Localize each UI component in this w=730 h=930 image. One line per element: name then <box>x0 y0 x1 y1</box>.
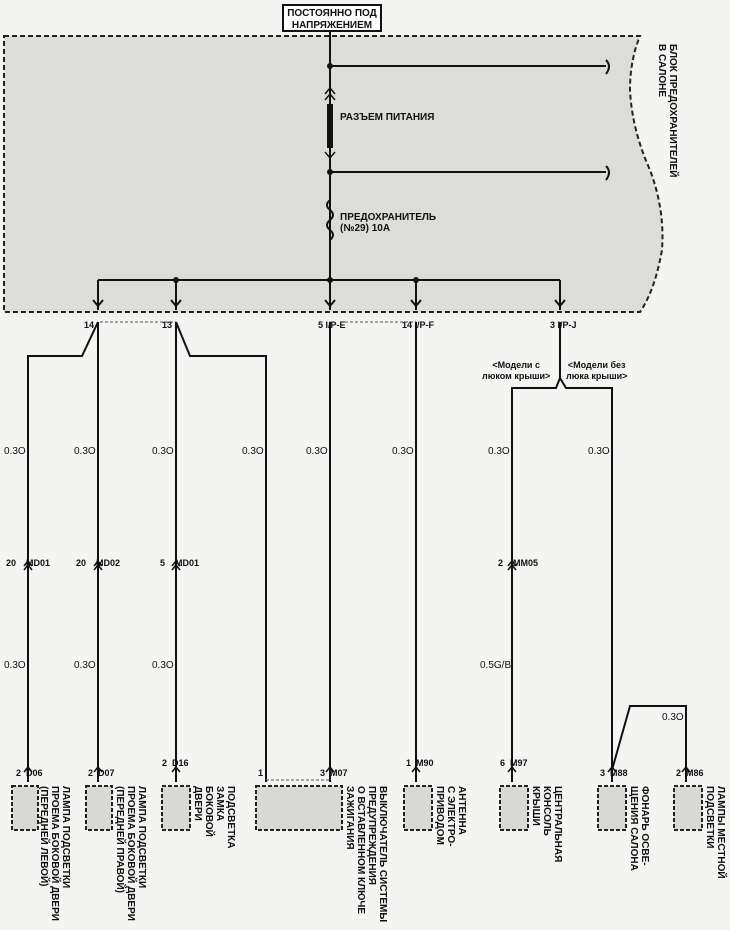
mid-connector: 20 MD01 <box>6 558 51 568</box>
component-pin-m07-1: 1 <box>258 768 264 778</box>
component-box-m97 <box>500 786 528 830</box>
wire-gauge: 0.3O <box>306 446 328 457</box>
component-box-m90 <box>404 786 432 830</box>
component-connector-m90: 1 M90 <box>406 758 434 768</box>
mid-connector: 2 MM05 <box>498 558 539 568</box>
wire-gauge: 0.3O <box>662 712 684 723</box>
component-label-m86: ЛАМПЫ МЕСТНОЙ ПОДСВЕТКИ <box>704 786 726 879</box>
component-label-d16: ПОДСВЕТКА ЗАМКА БОКОВОЙ ДВЕРИ <box>192 786 236 849</box>
component-label-d07: ЛАМПА ПОДСВЕТКИ ПРОЕМА БОКОВОЙ ДВЕРИ (ПЕРЕДНЕЙ ПРАВОЙ) <box>114 786 147 921</box>
component-label-m88: ФОНАРЬ ОСВЕ- ЩЕНИЯ САЛОНА <box>628 786 650 871</box>
wire-gauge: 0.3O <box>152 660 174 671</box>
connector-pin: 14 I/P-F <box>402 320 435 330</box>
component-connector-d07: 2 D07 <box>88 768 115 778</box>
component-connector-m97: 6 M97 <box>500 758 528 768</box>
component-label-m07: ВЫКЛЮЧАТЕЛЬ СИСТЕМЫ ПРЕДУПРЕЖДЕНИЯ О ВСТАВЛЕННОМ КЛЮЧЕ ЗАЖИГАНИЯ <box>344 786 388 923</box>
component-connector-d06: 2 D06 <box>16 768 43 778</box>
component-box-d07 <box>86 786 112 830</box>
component-box-d16 <box>162 786 190 830</box>
component-box-d06 <box>12 786 38 830</box>
mid-connector: 5 MD01 <box>160 558 200 568</box>
wire-gauge: 0.3O <box>74 660 96 671</box>
component-connector-d16: 2 D16 <box>162 758 189 768</box>
component-connector-m07: 3 M07 <box>320 768 348 778</box>
wire-gauge: 0.3O <box>74 446 96 457</box>
connector-pin: 13 <box>162 320 173 330</box>
component-connector-m86: 2 M86 <box>676 768 704 778</box>
wire-gauge: 0.3O <box>588 446 610 457</box>
fuse-block-label: БЛОК ПРЕДОХРАНИТЕЛЕЙ В САЛОНЕ <box>656 44 678 178</box>
option-with-sunroof: <Модели с люком крыши> <box>482 360 551 381</box>
wire-gauge: 0.3O <box>242 446 264 457</box>
option-without-sunroof: <Модели без люка крыши> <box>566 360 628 381</box>
wire-gauge: 0.5G/B <box>480 660 512 671</box>
wire-gauge: 0.3O <box>4 660 26 671</box>
wire-gauge: 0.3O <box>152 446 174 457</box>
component-connector-m88: 3 M88 <box>600 768 628 778</box>
connector-pin: 3 I/P-J <box>550 320 577 330</box>
wire-gauge: 0.3O <box>392 446 414 457</box>
component-label-m90: АНТЕННА С ЭЛЕКТРО- ПРИВОДОМ <box>434 786 467 847</box>
connector-pin: 5 I/P-E <box>318 320 346 330</box>
component-box-m88 <box>598 786 626 830</box>
power-connector-label: РАЗЪЕМ ПИТАНИЯ <box>340 112 435 123</box>
component-label-d06: ЛАМПА ПОДСВЕТКИ ПРОЕМА БОКОВОЙ ДВЕРИ (ПЕРЕДНЕЙ ЛЕВОЙ) <box>38 786 71 921</box>
constant-power-label: ПОСТОЯННО ПОД НАПРЯЖЕНИЕМ <box>282 4 382 32</box>
wire-gauge: 0.3O <box>488 446 510 457</box>
wire-gauge: 0.3O <box>4 446 26 457</box>
component-box-m07 <box>256 786 342 830</box>
component-box-m86 <box>674 786 702 830</box>
component-label-m97: ЦЕНТРАЛЬНАЯ КОНСОЛЬ КРЫШИ <box>530 786 563 863</box>
mid-connector: 20 MD02 <box>76 558 121 568</box>
connector-pin: 14 <box>84 320 95 330</box>
fuse-label: ПРЕДОХРАНИТЕЛЬ (№29) 10А <box>340 212 437 234</box>
fuse-block-outline <box>4 36 663 312</box>
